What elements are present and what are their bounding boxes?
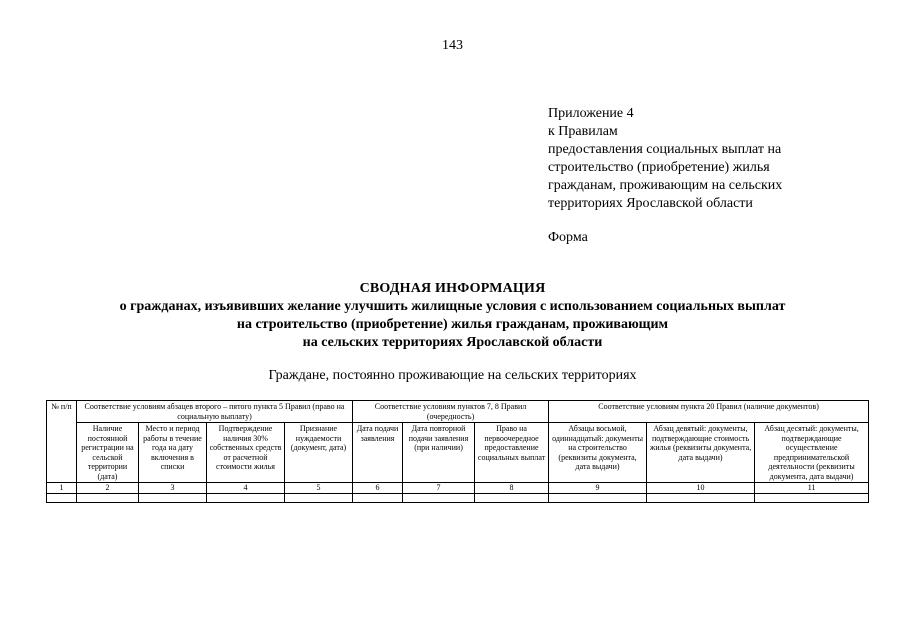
table-column-header-row [47, 423, 869, 483]
appendix-line: территориях Ярославской области [548, 196, 753, 211]
document-subtitle-line: на строительство (приобретение) жилья гражданам, проживающим [236, 317, 669, 332]
table-column-header: Право на первоочередное предоставление социальных выплат [475, 423, 549, 483]
column-number: 10 [647, 483, 755, 494]
column-number: 3 [139, 483, 207, 494]
document-subtitle-line: о гражданах, изъявивших желание улучшить жилищные условия с использованием социальных выплат [119, 299, 786, 314]
table-column-header: Дата повторной подачи заявления (при наличии) [403, 423, 475, 483]
table-column-header: Дата подачи заявления [353, 423, 403, 483]
column-number: 7 [403, 483, 475, 494]
table-cell [403, 493, 475, 502]
table-group-header: Соответствие условиям пунктов 7, 8 Правил (очередность) [353, 401, 549, 423]
table-header-number: № п/п [47, 401, 77, 483]
table-group-header: Соответствие условиям пункта 20 Правил (наличие документов) [549, 401, 869, 423]
table-column-header: Место и период работы в течение года на дату включения в списки [139, 423, 207, 483]
column-number: 4 [207, 483, 285, 494]
table-column-header: Наличие постоянной регистрации на сельской территории (дата) [77, 423, 139, 483]
column-number: 11 [755, 483, 869, 494]
table-cell [285, 493, 353, 502]
column-number: 1 [47, 483, 77, 494]
table-cell [549, 493, 647, 502]
document-subtitle-line: на сельских территориях Ярославской области [302, 335, 603, 350]
table-empty-row [47, 493, 869, 502]
table-cell [207, 493, 285, 502]
form-label: Форма [548, 230, 588, 245]
table-column-header: Абзац девятый: документы, подтверждающие стоимость жилья (реквизиты документа, дата выдачи) [647, 423, 755, 483]
column-number: 6 [353, 483, 403, 494]
table-group-header-row [47, 401, 869, 423]
column-number: 2 [77, 483, 139, 494]
appendix-block [548, 105, 782, 247]
citizens-category: Граждане, постоянно проживающие на сельских территориях [268, 368, 637, 383]
table-column-header: Абзацы восьмой, одиннадцатый: документы на строительство (реквизиты документа, дата выдачи) [549, 423, 647, 483]
appendix-line: к Правилам [548, 124, 618, 139]
table-column-header: Абзац десятый: документы, подтверждающие осуществление предпринимательской деятельности (реквизиты документа, дата выдачи) [755, 423, 869, 483]
table-column-header: Признание нуждаемости (документ, дата) [285, 423, 353, 483]
table-numbering-row [47, 483, 869, 494]
column-number: 5 [285, 483, 353, 494]
table-column-header: Подтверждение наличия 30% собственных средств от расчетной стоимости жилья [207, 423, 285, 483]
appendix-line: Приложение 4 [548, 106, 634, 121]
table-cell [647, 493, 755, 502]
appendix-line: гражданам, проживающим на сельских [548, 178, 783, 193]
table-cell [77, 493, 139, 502]
document-heading [0, 280, 905, 352]
summary-table [46, 400, 869, 503]
column-number: 9 [549, 483, 647, 494]
table-cell [139, 493, 207, 502]
table-cell [475, 493, 549, 502]
table-group-header: Соответствие условиям абзацев второго – пятого пункта 5 Правил (право на социальную выплату) [77, 401, 353, 423]
document-title: СВОДНАЯ ИНФОРМАЦИЯ [359, 281, 546, 296]
column-number: 8 [475, 483, 549, 494]
table-cell [353, 493, 403, 502]
appendix-line: предоставления социальных выплат на [548, 142, 782, 157]
table-cell [47, 493, 77, 502]
page-number: 143 [442, 38, 463, 53]
appendix-line: строительство (приобретение) жилья [548, 160, 770, 175]
table-cell [755, 493, 869, 502]
